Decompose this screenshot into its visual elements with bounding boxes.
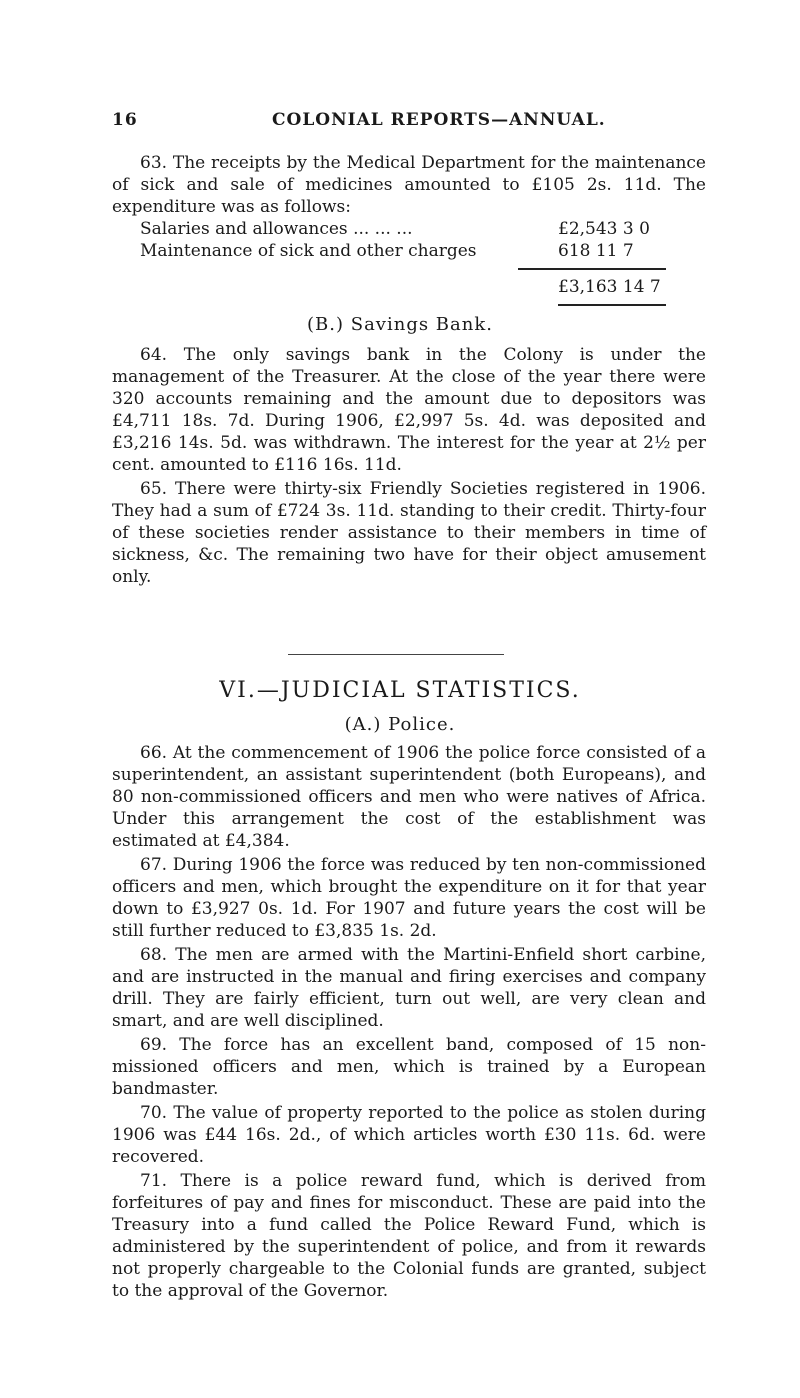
- paragraph-64-65: [112, 344, 706, 590]
- paragraph-68: 68. The men are armed with the Martini-Enfield short carbine, and are instructed in the manual and firing exercises and company drill. They are fairly efficient, turn out well, are very clean and smart, and are well disciplined.: [112, 945, 706, 1031]
- paragraph-63-text: 63. The receipts by the Medical Department for the maintenance of sick and sale of medicines amounted to £105 2s. 11d. The expenditure was as follows:: [112, 153, 706, 217]
- running-title: COLONIAL REPORTS—ANNUAL.: [272, 110, 606, 130]
- total-row: [140, 276, 680, 298]
- paragraph-70: 70. The value of property reported to the police as stolen during 1906 was £44 16s. 2d., of which articles worth £30 11s. 6d. were recovered.: [112, 1103, 706, 1167]
- paragraph-63: [112, 152, 706, 220]
- judicial-statistics-heading: VI.—JUDICIAL STATISTICS.: [219, 678, 581, 703]
- paragraph-71: 71. There is a police reward fund, which is derived from forfeitures of pay and fines for misconduct. These are paid into the Treasury into a fund called the Police Reward Fund, which is administered by the superintendent of police, and from it rewards not properly chargeable to the Colonial funds are granted, subject to the approval of the Governor.: [112, 1171, 706, 1301]
- expenditure-label: Maintenance of sick and other charges: [140, 241, 477, 261]
- total-amount: £3,163 14 7: [558, 277, 661, 297]
- paragraph-66: 66. At the commencement of 1906 the police force consisted of a superintendent, an assistant superintendent (both Europeans), and 80 non-commissioned officers and men who were natives of Africa. Under this arrangement the cost of the establishment was estimated at £4,384.: [112, 743, 706, 851]
- police-paragraphs: [112, 742, 706, 1304]
- paragraph-65: 65. There were thirty-six Friendly Societies registered in 1906. They had a sum of £724 3s. 11d. standing to their credit. Thirty-four of these societies render assistance to their members in time of sickness, &c. The remaining two have for their object amusement only.: [112, 479, 706, 587]
- police-heading: (A.) Police.: [344, 714, 456, 735]
- page-number: 16: [112, 110, 138, 130]
- expenditure-row: [140, 240, 680, 262]
- savings-bank-heading: (B.) Savings Bank.: [307, 314, 493, 335]
- paragraph-64: 64. The only savings bank in the Colony is under the management of the Treasurer. At the close of the year there were 320 accounts remaining and the amount due to depositors was £4,711 18s. 7d. During 1906, £2,997 5s. 4d. was deposited and £3,216 14s. 5d. was withdrawn. The interest for the year at 2½ per cent. amounted to £116 16s. 11d.: [112, 345, 706, 475]
- total-rule-bottom: [558, 304, 666, 306]
- paragraph-69: 69. The force has an excellent band, composed of 15 non-missioned officers and men, which is trained by a European bandmaster.: [112, 1035, 706, 1099]
- expenditure-label: Salaries and allowances ... ... ...: [140, 219, 413, 239]
- total-rule-top: [518, 268, 666, 270]
- expenditure-total: [140, 276, 680, 298]
- expenditure-amount: £2,543 3 0: [558, 219, 650, 239]
- expenditure-row: [140, 218, 680, 240]
- expenditure-amount: 618 11 7: [558, 241, 634, 261]
- paragraph-67: 67. During 1906 the force was reduced by ten non-commissioned officers and men, which brought the expenditure on it for that year down to £3,927 0s. 1d. For 1907 and future years the cost will be still further reduced to £3,835 1s. 2d.: [112, 855, 706, 941]
- section-divider: [288, 654, 504, 655]
- expenditure-table: [140, 218, 680, 262]
